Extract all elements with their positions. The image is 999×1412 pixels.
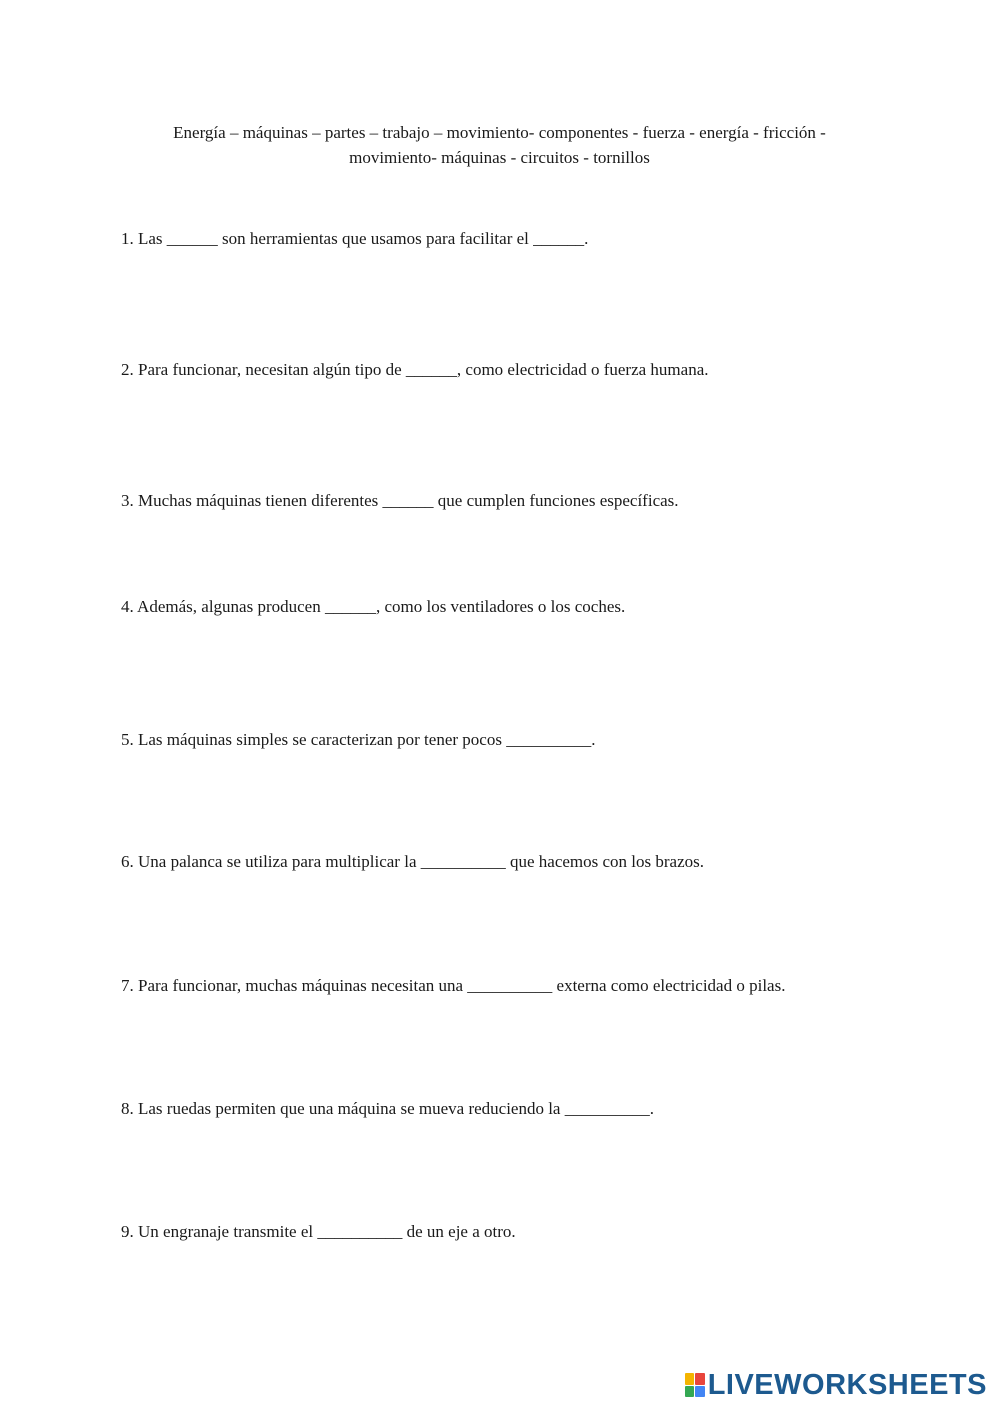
- question-5: 5. Las máquinas simples se caracterizan por tener pocos __________.: [121, 730, 596, 749]
- question-3: 3. Muchas máquinas tienen diferentes ______ que cumplen funciones específicas.: [121, 491, 679, 510]
- liveworksheets-logo-icon: [685, 1373, 705, 1397]
- question-2: 2. Para funcionar, necesitan algún tipo de ______, como electricidad o fuerza humana.: [121, 360, 709, 379]
- question-7: 7. Para funcionar, muchas máquinas necesitan una __________ externa como electricidad o pilas.: [121, 976, 786, 995]
- brand-name: LIVEWORKSHEETS: [707, 1368, 987, 1401]
- word-bank-line-2: movimiento- máquinas - circuitos - tornillos: [349, 148, 650, 167]
- logo-square-4: [695, 1386, 705, 1398]
- logo-square-1: [685, 1373, 695, 1385]
- question-1: 1. Las ______ son herramientas que usamos para facilitar el ______.: [121, 229, 589, 248]
- question-8: 8. Las ruedas permiten que una máquina se mueva reduciendo la __________.: [121, 1099, 654, 1118]
- question-4: 4. Además, algunas producen ______, como los ventiladores o los coches.: [121, 597, 626, 616]
- question-6: 6. Una palanca se utiliza para multiplicar la __________ que hacemos con los brazos.: [121, 852, 705, 871]
- logo-square-3: [685, 1386, 695, 1398]
- word-bank-line-1: Energía – máquinas – partes – trabajo – movimiento- componentes - fuerza - energía - fricción -: [173, 123, 826, 142]
- question-9: 9. Un engranaje transmite el __________ de un eje a otro.: [121, 1222, 516, 1241]
- word-bank: [100, 120, 899, 170]
- liveworksheets-brand: [685, 1370, 987, 1400]
- logo-square-2: [695, 1373, 705, 1385]
